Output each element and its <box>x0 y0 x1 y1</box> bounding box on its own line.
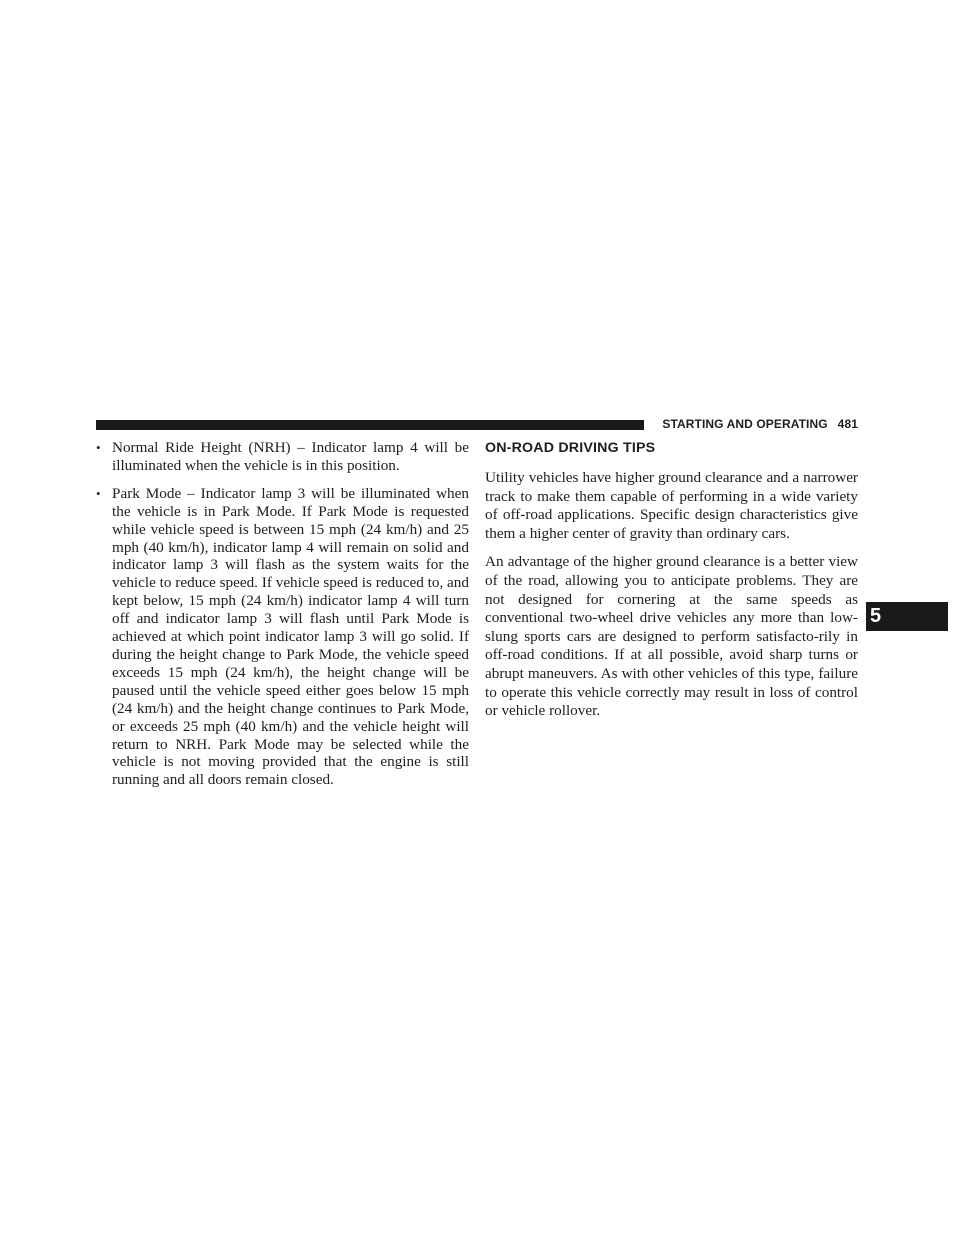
chapter-tab <box>866 602 948 631</box>
bullet-icon: • <box>96 485 101 501</box>
list-item <box>96 439 469 475</box>
header-rule <box>96 420 644 430</box>
bullet-icon: • <box>96 440 101 455</box>
chapter-number: 5 <box>870 605 882 627</box>
left-column <box>96 439 469 799</box>
page-number: 481 <box>837 417 858 431</box>
bullet-text-nrh: Normal Ride Height (NRH) – Indicator lamp 4 will be illuminated when the vehicle is in this position. <box>112 439 469 474</box>
section-name: STARTING AND OPERATING <box>662 417 828 431</box>
running-header <box>652 417 858 431</box>
paragraph-advantage: An advantage of the higher ground clearance is a better view of the road, allowing you to anticipate problems. They are not designed for cornering at the same speeds as conventional two-wheel drive vehicles any more than low-slung sports cars are designed to perform satisfacto-rily in off-road conditions. If at all possible, avoid sharp turns or abrupt maneuvers. As with other vehicles of this type, failure to operate this vehicle correctly may result in loss of control or vehicle rollover. <box>485 553 858 720</box>
list-item <box>96 485 469 789</box>
section-title: ON-ROAD DRIVING TIPS <box>485 440 656 456</box>
bullet-text-park-mode: Park Mode – Indicator lamp 3 will be illuminated when the vehicle is in Park Mode. If Park Mode is requested while vehicle speed is between 15 mph (24 km/h) and 25 mph (40 km/h), indicator lamp 4 will remain on solid and indicator lamp 3 will flash as the system waits for the vehicle to reduce speed. If vehicle speed is reduced to, and kept below, 15 mph (24 km/h) indicator lamp 4 will turn off and indicator lamp 3 will flash until Park Mode is achieved at which point indicator lamp 3 will go solid. If during the height change to Park Mode, the vehicle speed exceeds 15 mph (24 km/h), the height change will be paused until the vehicle speed either goes below 15 mph (24 km/h) and the height change continues to Park Mode, or exceeds 25 mph (40 km/h) and the vehicle height will return to NRH. Park Mode may be selected while the vehicle is not moving provided that the engine is still running and all doors remain closed. <box>112 484 469 789</box>
paragraph-intro: Utility vehicles have higher ground clearance and a narrower track to make them capable of performing in a wide variety of off-road applications. Specific design characteristics give them a higher center of gravity than ordinary cars. <box>485 469 858 542</box>
right-column <box>485 439 858 731</box>
